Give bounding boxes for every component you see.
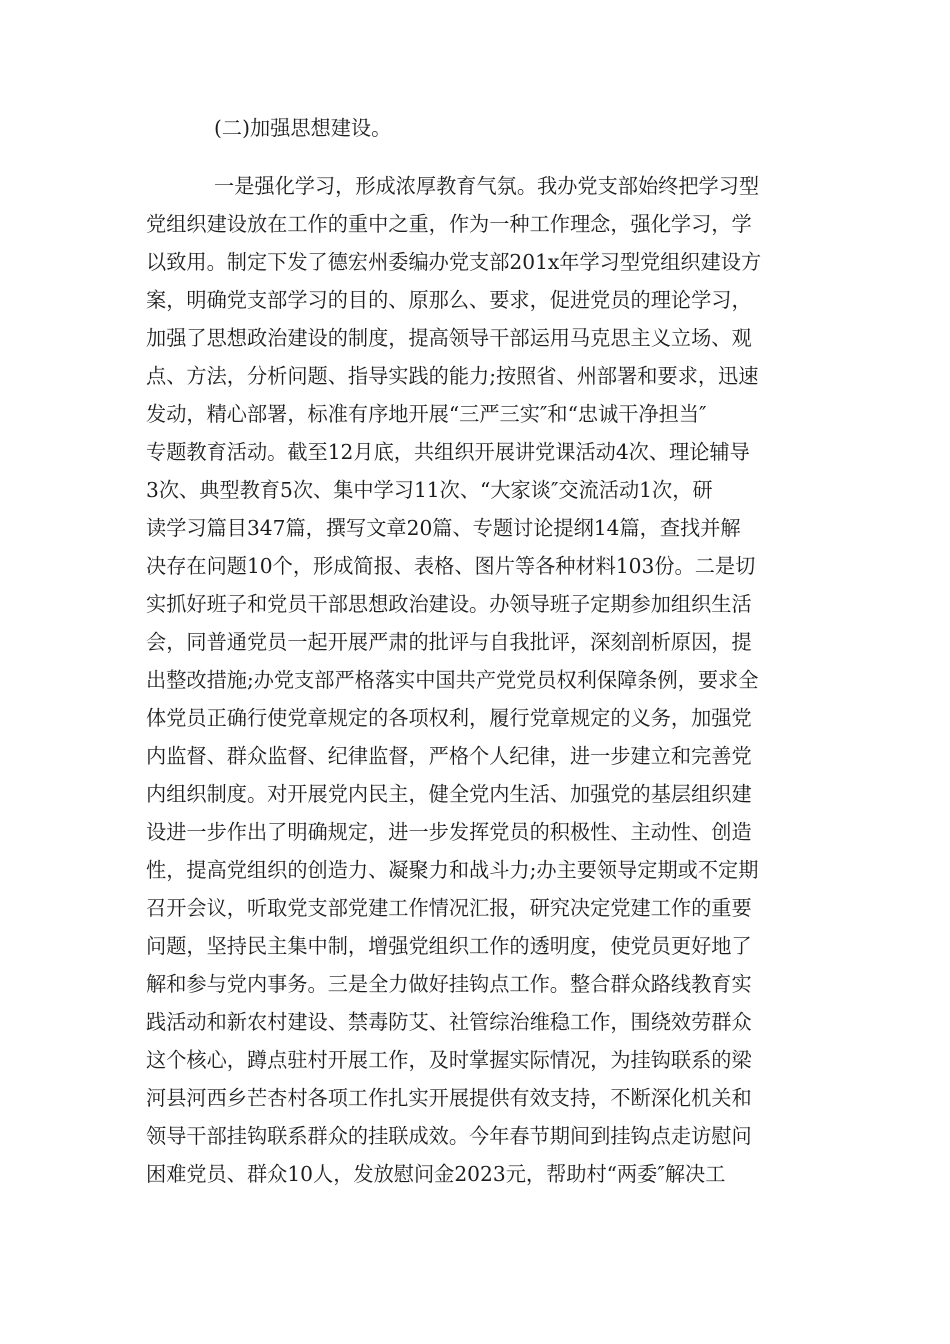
- paragraph-line: 一是强化学习，形成浓厚教育气氛。我办党支部始终把学习型: [214, 174, 760, 198]
- paragraph-line: 性，提高党组织的创造力、凝聚力和战斗力;办主要领导定期或不定期: [146, 858, 759, 882]
- paragraph-line: 党组织建设放在工作的重中之重，作为一种工作理念，强化学习，学: [146, 212, 752, 236]
- paragraph-line: 案，明确党支部学习的目的、原那么、要求，促进党员的理论学习，: [146, 288, 752, 312]
- paragraph-line: 困难党员、群众10人，发放慰问金2023元，帮助村“两委″解决工: [146, 1162, 726, 1186]
- paragraph-line: 3次、典型教育5次、集中学习11次、“大家谈″交流活动1次，研: [146, 478, 713, 502]
- paragraph-line: 会，同普通党员一起开展严肃的批评与自我批评，深刻剖析原因，提: [146, 630, 752, 654]
- paragraph-line: 内组织制度。对开展党内民主，健全党内生活、加强党的基层组织建: [146, 782, 752, 806]
- paragraph-line: 加强了思想政治建设的制度，提高领导干部运用马克思主义立场、观: [146, 326, 752, 350]
- paragraph-line: 决存在问题10个，形成简报、表格、图片等各种材料103份。二是切: [146, 554, 756, 578]
- paragraph-line: 解和参与党内事务。三是全力做好挂钩点工作。整合群众路线教育实: [146, 972, 752, 996]
- paragraph-line: 以致用。制定下发了德宏州委编办党支部201x年学习型党组织建设方: [146, 250, 762, 274]
- paragraph-line: 河县河西乡芒杏村各项工作扎实开展提供有效支持，不断深化机关和: [146, 1086, 752, 1110]
- paragraph-line: 内监督、群众监督、纪律监督，严格个人纪律，进一步建立和完善党: [146, 744, 752, 768]
- paragraph-line: 问题，坚持民主集中制，增强党组织工作的透明度，使党员更好地了: [146, 934, 752, 958]
- section-heading: (二)加强思想建设。: [214, 116, 392, 140]
- paragraph-line: 发动，精心部署，标准有序地开展“三严三实″和“忠诚干净担当″: [146, 402, 707, 426]
- paragraph-line: 专题教育活动。截至12月底，共组织开展讲党课活动4次、理论辅导: [146, 440, 750, 464]
- paragraph-line: 实抓好班子和党员干部思想政治建设。办领导班子定期参加组织生活: [146, 592, 752, 616]
- paragraph-line: 点、方法，分析问题、指导实践的能力;按照省、州部署和要求，迅速: [146, 364, 759, 388]
- paragraph-line: 领导干部挂钩联系群众的挂联成效。今年春节期间到挂钩点走访慰问: [146, 1124, 752, 1148]
- paragraph-line: 设进一步作出了明确规定，进一步发挥党员的积极性、主动性、创造: [146, 820, 752, 844]
- paragraph-line: 召开会议，听取党支部党建工作情况汇报，研究决定党建工作的重要: [146, 896, 752, 920]
- paragraph-line: 体党员正确行使党章规定的各项权利，履行党章规定的义务，加强党: [146, 706, 752, 730]
- paragraph-line: 出整改措施;办党支部严格落实中国共产党党员权利保障条例，要求全: [146, 668, 759, 692]
- paragraph-line: 践活动和新农村建设、禁毒防艾、社管综治维稳工作，围绕效劳群众: [146, 1010, 752, 1034]
- paragraph-line: 读学习篇目347篇，撰写文章20篇、专题讨论提纲14篇，查找并解: [146, 516, 741, 540]
- paragraph-line: 这个核心，蹲点驻村开展工作，及时掌握实际情况，为挂钩联系的梁: [146, 1048, 752, 1072]
